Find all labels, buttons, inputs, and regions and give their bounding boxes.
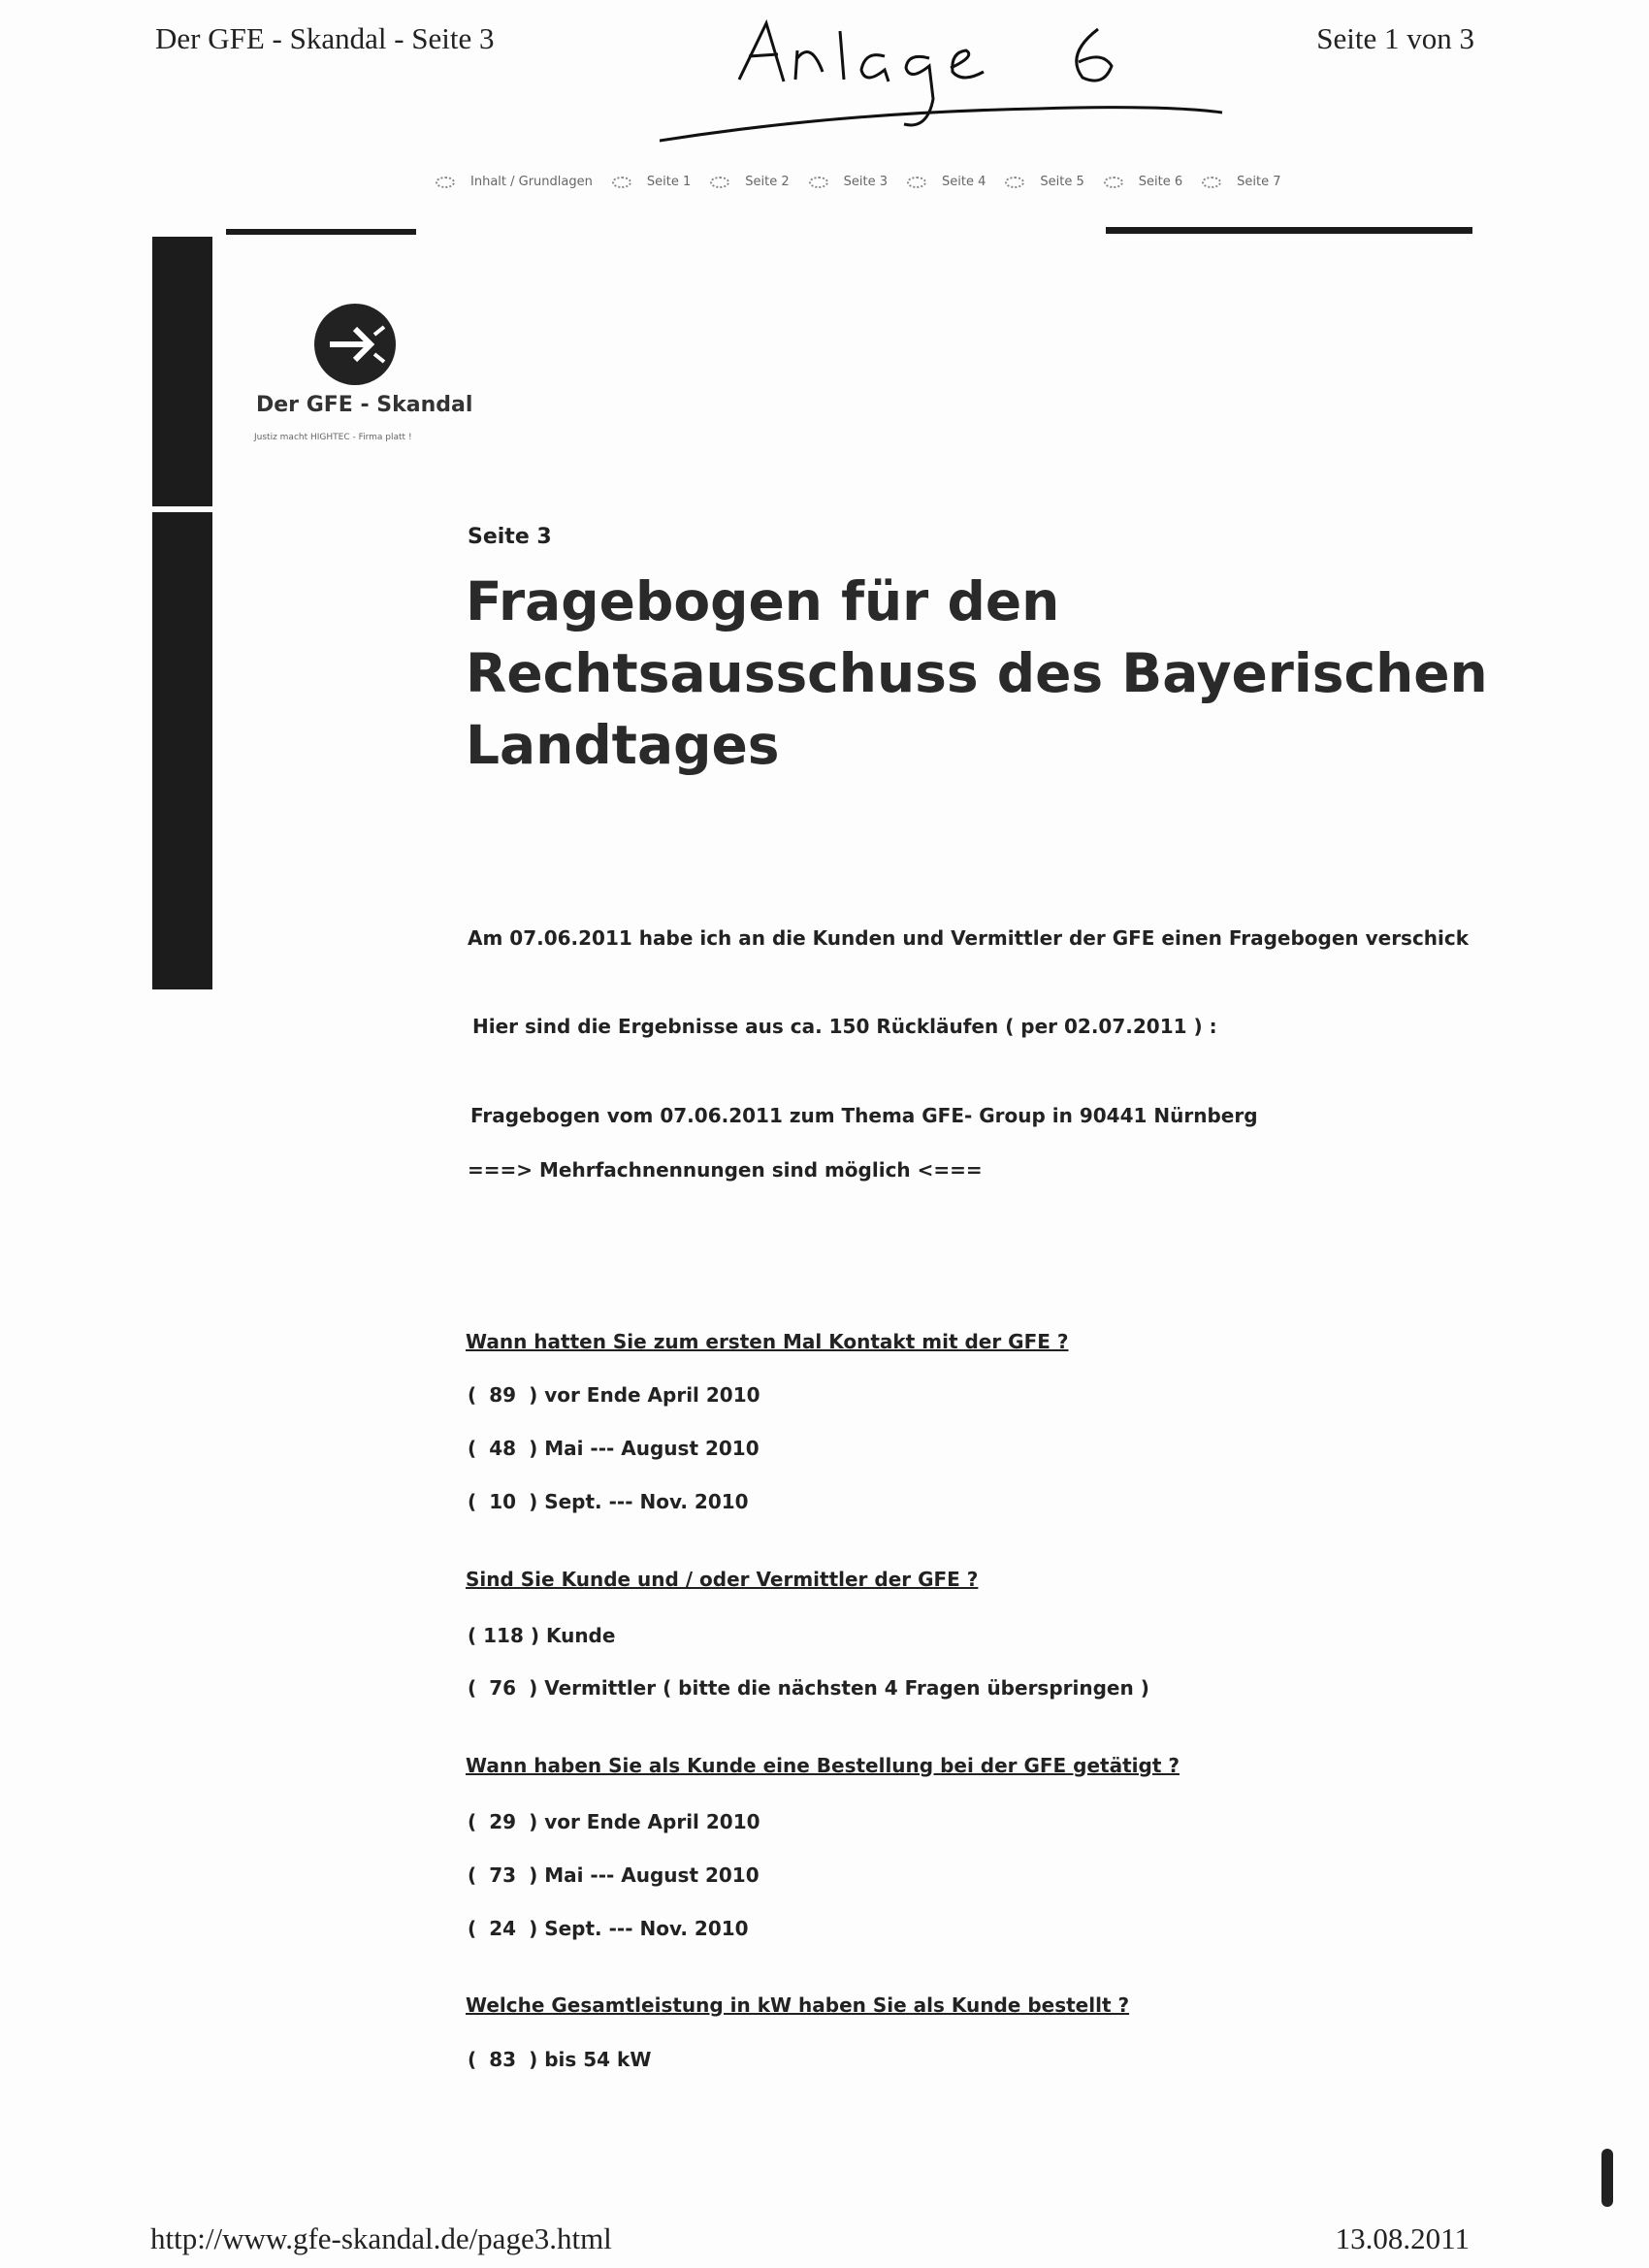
nav-arrow-icon (905, 173, 926, 190)
answer-label: Sept. --- Nov. 2010 (544, 1917, 749, 1940)
answer-count: 73 (489, 1863, 517, 1887)
question-heading: Wann hatten Sie zum ersten Mal Kontakt mit der GFE ? (466, 1330, 1069, 1353)
nav-label: Seite 6 (1138, 174, 1183, 189)
scan-artifact (1601, 2149, 1613, 2207)
nav-item-seite-2[interactable] (708, 173, 789, 190)
answer-label: Kunde (545, 1624, 616, 1647)
print-footer-date: 13.08.2011 (1335, 2221, 1470, 2255)
nav-item-inhalt[interactable] (434, 173, 593, 190)
nav-label: Seite 7 (1237, 174, 1281, 189)
answer-count: 29 (489, 1810, 517, 1833)
site-navigation (434, 173, 1298, 190)
answer-item: ( 73 ) Mai --- August 2010 (468, 1863, 760, 1887)
answer-item: ( 48 ) Mai --- August 2010 (468, 1437, 760, 1460)
nav-label: Inhalt / Grundlagen (470, 174, 593, 189)
multiple-answers-note: ===> Mehrfachnennungen sind möglich <=== (468, 1158, 983, 1182)
nav-label: Seite 4 (941, 174, 986, 189)
answer-count: 76 (489, 1676, 517, 1700)
nav-arrow-icon (434, 173, 455, 190)
print-header-title: Der GFE - Skandal - Seite 3 (155, 21, 495, 55)
nav-arrow-icon (807, 173, 828, 190)
answer-label: Sept. --- Nov. 2010 (544, 1490, 749, 1513)
site-logo-icon[interactable] (312, 302, 398, 387)
print-header-page-count: Seite 1 von 3 (1316, 21, 1474, 55)
answer-label: Mai --- August 2010 (544, 1863, 760, 1887)
nav-item-seite-6[interactable] (1102, 173, 1182, 190)
question-heading: Welche Gesamtleistung in kW haben Sie als Kunde bestellt ? (466, 1993, 1130, 2017)
answer-item: ( 76 ) Vermittler ( bitte die nächsten 4 Fragen überspringen ) (468, 1676, 1149, 1700)
header-rule-right (1106, 227, 1472, 234)
answer-label: Vermittler ( bitte die nächsten 4 Fragen überspringen ) (544, 1676, 1149, 1700)
answer-item: ( 89 ) vor Ende April 2010 (468, 1383, 760, 1407)
page-breadcrumb: Seite 3 (468, 525, 552, 549)
nav-label: Seite 5 (1040, 174, 1084, 189)
site-tagline: Justiz macht HIGHTEC - Firma platt ! (254, 433, 412, 442)
answer-item: ( 83 ) bis 54 kW (468, 2048, 652, 2071)
answer-item: ( 29 ) vor Ende April 2010 (468, 1810, 760, 1833)
nav-arrow-icon (708, 173, 729, 190)
nav-arrow-icon (1200, 173, 1221, 190)
answer-count: 118 (483, 1624, 524, 1647)
nav-arrow-icon (610, 173, 631, 190)
nav-arrow-icon (1003, 173, 1024, 190)
survey-heading: Fragebogen vom 07.06.2011 zum Thema GFE- Group in 90441 Nürnberg (470, 1104, 1258, 1127)
answer-label: Mai --- August 2010 (544, 1437, 760, 1460)
answer-label: vor Ende April 2010 (544, 1383, 760, 1407)
question-heading: Wann haben Sie als Kunde eine Bestellung bei der GFE getätigt ? (466, 1754, 1180, 1777)
nav-label: Seite 2 (745, 174, 790, 189)
site-name[interactable]: Der GFE - Skandal (256, 393, 473, 417)
sidebar-bar (152, 512, 212, 989)
nav-item-seite-1[interactable] (610, 173, 691, 190)
answer-label: bis 54 kW (544, 2048, 652, 2071)
question-heading: Sind Sie Kunde und / oder Vermittler der GFE ? (466, 1568, 979, 1591)
nav-arrow-icon (1102, 173, 1123, 190)
answer-item: ( 10 ) Sept. --- Nov. 2010 (468, 1490, 749, 1513)
nav-item-seite-7[interactable] (1200, 173, 1280, 190)
answer-label: vor Ende April 2010 (544, 1810, 760, 1833)
sidebar-bar (152, 237, 212, 506)
nav-item-seite-4[interactable] (905, 173, 986, 190)
print-footer-url: http://www.gfe-skandal.de/page3.html (150, 2221, 612, 2255)
page-title: Fragebogen für den Rechtsausschuss des Bayerischen Landtages (466, 570, 1488, 776)
nav-item-seite-5[interactable] (1003, 173, 1083, 190)
intro-paragraph: Am 07.06.2011 habe ich an die Kunden und Vermittler der GFE einen Fragebogen verschick (468, 926, 1470, 950)
results-paragraph: Hier sind die Ergebnisse aus ca. 150 Rückläufen ( per 02.07.2011 ) : (472, 1015, 1217, 1038)
handwritten-annotation (660, 12, 1242, 177)
answer-item: ( 118 ) Kunde (468, 1624, 616, 1647)
nav-item-seite-3[interactable] (807, 173, 888, 190)
header-rule-left (226, 229, 416, 235)
answer-count: 83 (489, 2048, 517, 2071)
answer-count: 89 (489, 1383, 517, 1407)
answer-count: 10 (489, 1490, 517, 1513)
nav-label: Seite 1 (646, 174, 692, 189)
nav-label: Seite 3 (843, 174, 888, 189)
answer-count: 48 (489, 1437, 517, 1460)
answer-count: 24 (489, 1917, 517, 1940)
answer-item: ( 24 ) Sept. --- Nov. 2010 (468, 1917, 749, 1940)
